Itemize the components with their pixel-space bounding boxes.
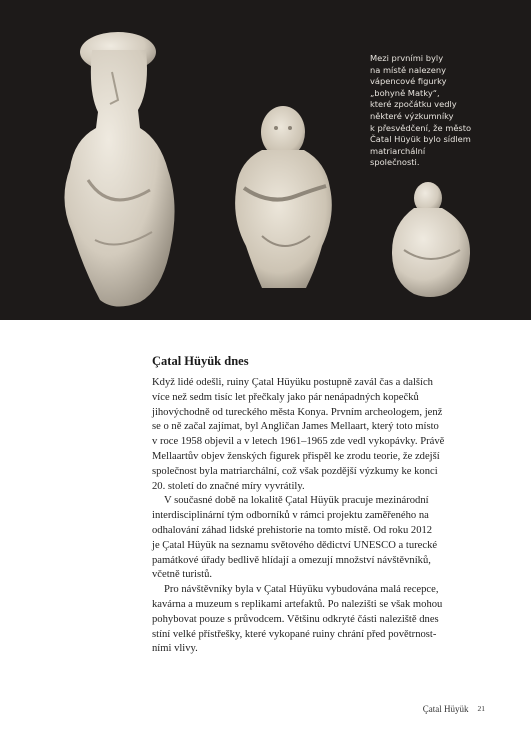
figurine-small <box>392 182 470 297</box>
page-footer <box>405 704 485 714</box>
page-number: 21 <box>477 704 485 713</box>
running-title: Çatal Hüyük <box>422 704 469 714</box>
figurines-photo <box>0 0 531 320</box>
figurine-large <box>64 32 174 307</box>
paragraph-1: Když lidé odešli, ruiny Çatal Hüyüku postupně zavál čas a dalších více než sedm tisíc let přečkaly jako pár nenápadných kopečků jihovýchodně od tureckého města Konya. Prvním archeologem, jenž se o ně začal zajímat, byl Angličan James Mellaart, který toto místo v roce 1958 objevil a v letech 1961–1965 zde vedl vykopávky. Právě Mellaartův objev ženských figurek přispěl ke zrodu teorie, že zdejší společnost byla matriarchální, což však pozdější výzkumy ke konci 20. století do značné míry vyvrátily. <box>152 377 445 492</box>
article <box>152 353 472 657</box>
paragraph-2: V současné době na lokalitě Çatal Hüyük pracuje mezinárodní interdisciplinární tým odborníků v rámci projektu zaměřeného na odhalování záhad lidské prehistorie na tomto místě. Od roku 2012 je Çatal Hüyük na seznamu světového dědictví UNESCO a turecké památkové úřady bedlivě hlídají a omezují množství návštěvníků, včetně turistů. <box>152 495 438 581</box>
section-heading: Çatal Hüyük dnes <box>152 354 249 368</box>
figurine-center <box>235 106 332 288</box>
paragraph-3: Pro návštěvníky byla v Çatal Hüyüku vybudována malá recepce, kavárna a muzeum s replikami artefaktů. Po nalezišti se však mohou pohybovat pouze s průvodcem. Většinu odkryté části naleziště dnes stíní velké přístřešky, které vykopané ruiny chrání před povětrnost- ními vlivy. <box>152 584 443 655</box>
photo-caption: Mezi prvními byly na místě nalezeny vápencové figurky „bohyně Matky“, které zpočátku vedly některé výzkumníky k přesvědčení, že město Čatal Hüyük bylo sídlem matriarchální společnosti. <box>370 53 472 168</box>
